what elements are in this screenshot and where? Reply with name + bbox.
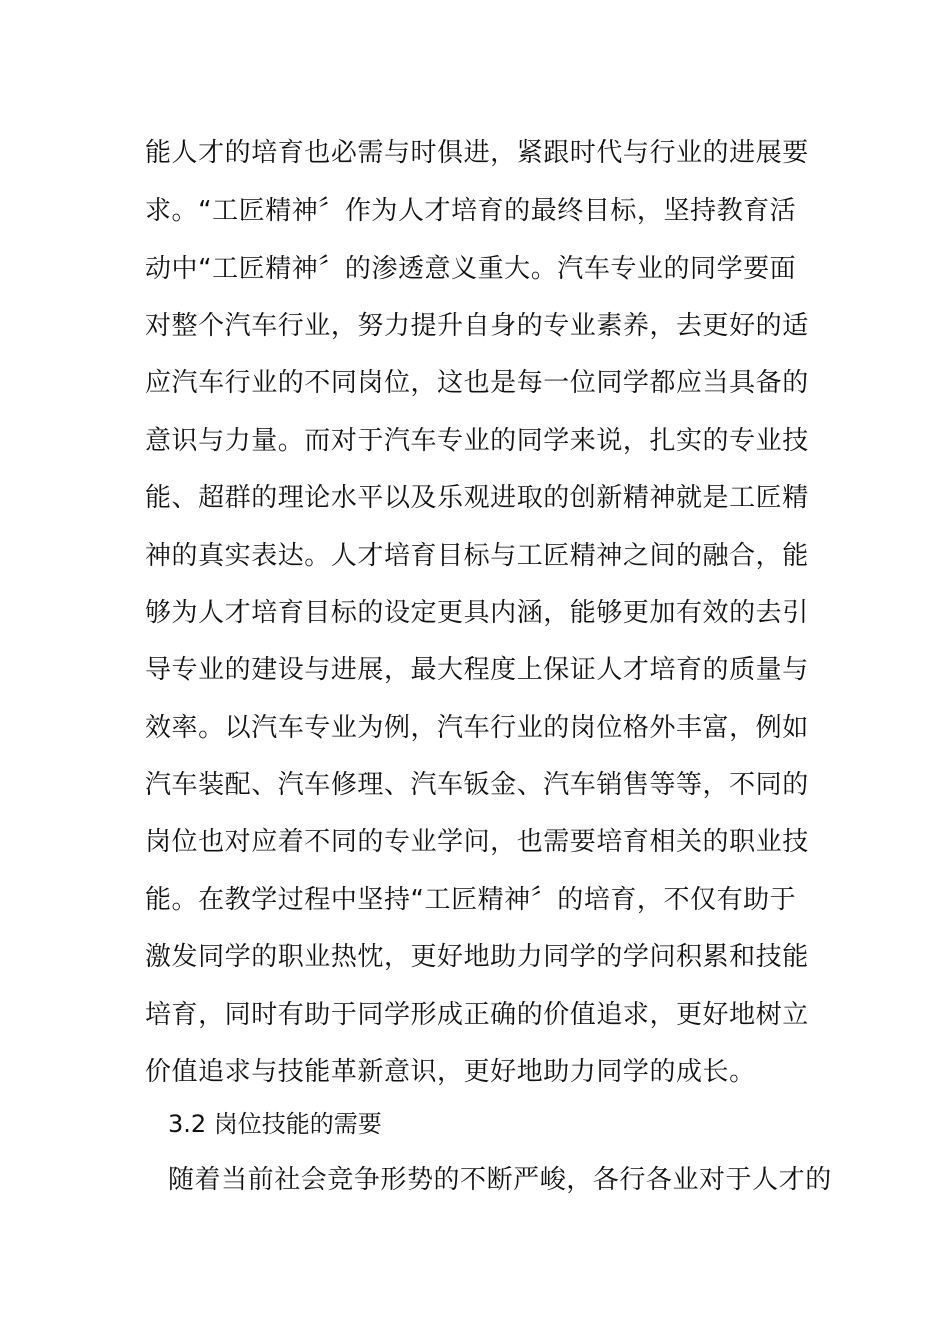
text-line: 激发同学的职业热忱，更好地助力同学的学问积累和技能 (145, 942, 809, 972)
text-line: 神的真实表达。人才培育目标与工匠精神之间的融合，能 (145, 541, 809, 571)
text-line: 随着当前社会竞争形势的不断严峻，各行各业对于人才的 (168, 1165, 832, 1195)
text-line: 培育，同时有助于同学形成正确的价值追求，更好地树立 (145, 1000, 809, 1030)
text-line: 对整个汽车行业，努力提升自身的专业素养，去更好的适 (145, 311, 809, 341)
text-line: 意识与力量。而对于汽车专业的同学来说，扎实的专业技 (145, 426, 809, 456)
text-line: 能。在教学过程中坚持“工匠精神〞的培育，不仅有助于 (145, 885, 797, 915)
text-line: 动中“工匠精神〞的渗透意义重大。汽车专业的同学要面 (145, 254, 797, 284)
text-line: 应汽车行业的不同岗位，这也是每一位同学都应当具备的 (145, 368, 809, 398)
text-line: 价值追求与技能革新意识，更好地助力同学的成长。 (145, 1057, 756, 1087)
text-line: 效率。以汽车专业为例，汽车行业的岗位格外丰富，例如 (145, 713, 809, 743)
text-line: 岗位也对应着不同的专业学问，也需要培育相关的职业技 (145, 827, 809, 857)
text-line: 导专业的建设与进展，最大程度上保证人才培育的质量与 (145, 655, 809, 685)
text-line: 求。“工匠精神〞作为人才培育的最终目标，坚持教育活 (145, 196, 797, 226)
section-heading: 3.2 岗位技能的需要 (168, 1110, 382, 1138)
text-line: 够为人才培育目标的设定更具内涵，能够更加有效的去引 (145, 598, 809, 628)
text-line: 能、超群的理论水平以及乐观进取的创新精神就是工匠精 (145, 483, 809, 513)
text-line: 汽车装配、汽车修理、汽车钣金、汽车销售等等，不同的 (145, 770, 809, 800)
text-line: 能人才的培育也必需与时俱进，紧跟时代与行业的进展要 (145, 138, 809, 168)
